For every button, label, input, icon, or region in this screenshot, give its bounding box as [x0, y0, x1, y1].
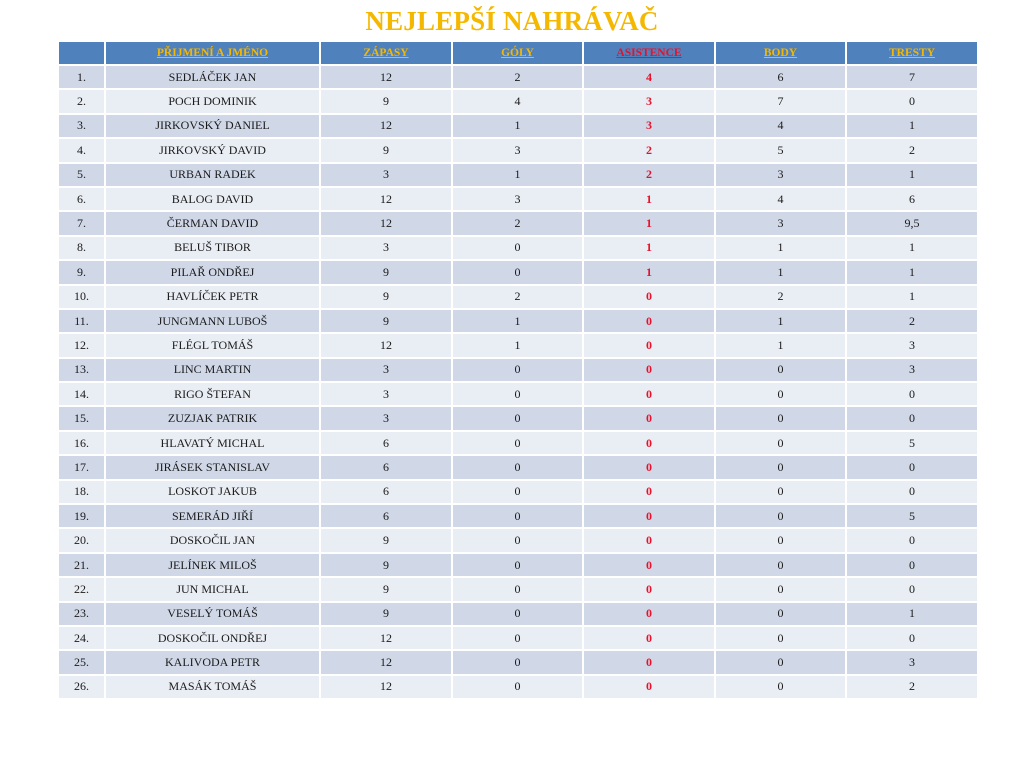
table-row: [58, 163, 978, 187]
table-row: [58, 626, 978, 650]
cell-matches: 9: [320, 285, 452, 309]
cell-name: MASÁK TOMÁŠ: [105, 675, 320, 699]
header-assists: ASISTENCE: [583, 41, 715, 65]
cell-rank: 3.: [58, 114, 105, 138]
cell-points: 2: [715, 285, 846, 309]
cell-goals: 0: [452, 577, 583, 601]
table-row: [58, 602, 978, 626]
cell-penalties: 5: [846, 431, 978, 455]
cell-name: PILAŘ ONDŘEJ: [105, 260, 320, 284]
cell-assists: 0: [583, 577, 715, 601]
table-row: [58, 675, 978, 699]
cell-name: JELÍNEK MILOŠ: [105, 553, 320, 577]
cell-matches: 9: [320, 577, 452, 601]
cell-penalties: 0: [846, 382, 978, 406]
table-row: [58, 431, 978, 455]
table-row: [58, 406, 978, 430]
cell-penalties: 0: [846, 553, 978, 577]
cell-assists: 1: [583, 187, 715, 211]
cell-goals: 0: [452, 504, 583, 528]
cell-penalties: 5: [846, 504, 978, 528]
cell-rank: 8.: [58, 236, 105, 260]
cell-goals: 0: [452, 650, 583, 674]
page-title: NEJLEPŠÍ NAHRÁVAČ: [365, 6, 659, 36]
cell-rank: 14.: [58, 382, 105, 406]
cell-assists: 1: [583, 211, 715, 235]
cell-penalties: 0: [846, 528, 978, 552]
cell-penalties: 0: [846, 406, 978, 430]
cell-penalties: 9,5: [846, 211, 978, 235]
cell-rank: 22.: [58, 577, 105, 601]
cell-assists: 3: [583, 114, 715, 138]
cell-penalties: 0: [846, 577, 978, 601]
cell-assists: 0: [583, 285, 715, 309]
cell-matches: 12: [320, 333, 452, 357]
cell-penalties: 1: [846, 236, 978, 260]
cell-goals: 3: [452, 138, 583, 162]
table-row: [58, 553, 978, 577]
cell-rank: 23.: [58, 602, 105, 626]
table-row: [58, 504, 978, 528]
cell-matches: 12: [320, 65, 452, 89]
cell-matches: 9: [320, 89, 452, 113]
cell-name: BELUŠ TIBOR: [105, 236, 320, 260]
cell-matches: 9: [320, 260, 452, 284]
header-penalties: TRESTY: [846, 41, 978, 65]
cell-name: DOSKOČIL JAN: [105, 528, 320, 552]
cell-goals: 1: [452, 163, 583, 187]
cell-rank: 25.: [58, 650, 105, 674]
cell-matches: 9: [320, 602, 452, 626]
cell-goals: 2: [452, 285, 583, 309]
table-body: [58, 65, 978, 699]
cell-matches: 3: [320, 236, 452, 260]
cell-points: 6: [715, 65, 846, 89]
cell-points: 0: [715, 382, 846, 406]
cell-goals: 3: [452, 187, 583, 211]
cell-points: 0: [715, 455, 846, 479]
cell-matches: 12: [320, 211, 452, 235]
cell-penalties: 3: [846, 358, 978, 382]
cell-rank: 6.: [58, 187, 105, 211]
cell-assists: 0: [583, 650, 715, 674]
cell-assists: 0: [583, 333, 715, 357]
cell-assists: 1: [583, 260, 715, 284]
cell-points: 4: [715, 187, 846, 211]
cell-assists: 2: [583, 163, 715, 187]
cell-name: VESELÝ TOMÁŠ: [105, 602, 320, 626]
cell-goals: 0: [452, 675, 583, 699]
cell-points: 0: [715, 650, 846, 674]
cell-name: DOSKOČIL ONDŘEJ: [105, 626, 320, 650]
cell-name: ČERMAN DAVID: [105, 211, 320, 235]
cell-goals: 0: [452, 626, 583, 650]
cell-name: JUN MICHAL: [105, 577, 320, 601]
cell-assists: 0: [583, 455, 715, 479]
cell-assists: 0: [583, 480, 715, 504]
cell-points: 0: [715, 358, 846, 382]
cell-assists: 0: [583, 504, 715, 528]
header-rank: [58, 41, 105, 65]
cell-rank: 18.: [58, 480, 105, 504]
header-name: PŘIJMENÍ A JMÉNO: [105, 41, 320, 65]
cell-penalties: 1: [846, 260, 978, 284]
cell-points: 1: [715, 309, 846, 333]
cell-matches: 9: [320, 553, 452, 577]
cell-name: BALOG DAVID: [105, 187, 320, 211]
cell-points: 7: [715, 89, 846, 113]
cell-name: JIRKOVSKÝ DAVID: [105, 138, 320, 162]
cell-name: SEDLÁČEK JAN: [105, 65, 320, 89]
cell-matches: 9: [320, 309, 452, 333]
cell-points: 0: [715, 602, 846, 626]
cell-name: LINC MARTIN: [105, 358, 320, 382]
cell-points: 0: [715, 577, 846, 601]
table-row: [58, 211, 978, 235]
cell-assists: 0: [583, 406, 715, 430]
cell-assists: 4: [583, 65, 715, 89]
cell-goals: 0: [452, 480, 583, 504]
cell-penalties: 1: [846, 163, 978, 187]
table-row: [58, 260, 978, 284]
cell-assists: 2: [583, 138, 715, 162]
cell-rank: 9.: [58, 260, 105, 284]
cell-goals: 4: [452, 89, 583, 113]
header-points: BODY: [715, 41, 846, 65]
cell-goals: 1: [452, 309, 583, 333]
cell-assists: 3: [583, 89, 715, 113]
cell-name: POCH DOMINIK: [105, 89, 320, 113]
cell-name: HAVLÍČEK PETR: [105, 285, 320, 309]
cell-name: JIRÁSEK STANISLAV: [105, 455, 320, 479]
table-row: [58, 187, 978, 211]
cell-matches: 12: [320, 187, 452, 211]
cell-rank: 17.: [58, 455, 105, 479]
table-row: [58, 65, 978, 89]
cell-assists: 0: [583, 382, 715, 406]
cell-penalties: 2: [846, 675, 978, 699]
cell-penalties: 0: [846, 626, 978, 650]
cell-rank: 24.: [58, 626, 105, 650]
cell-name: URBAN RADEK: [105, 163, 320, 187]
cell-matches: 9: [320, 528, 452, 552]
table-row: [58, 382, 978, 406]
cell-goals: 1: [452, 333, 583, 357]
cell-penalties: 3: [846, 650, 978, 674]
cell-matches: 3: [320, 406, 452, 430]
cell-rank: 2.: [58, 89, 105, 113]
cell-rank: 13.: [58, 358, 105, 382]
table-row: [58, 236, 978, 260]
cell-rank: 5.: [58, 163, 105, 187]
assists-table: [57, 40, 979, 700]
table-row: [58, 89, 978, 113]
cell-rank: 12.: [58, 333, 105, 357]
cell-matches: 6: [320, 431, 452, 455]
cell-goals: 0: [452, 406, 583, 430]
cell-name: RIGO ŠTEFAN: [105, 382, 320, 406]
cell-penalties: 6: [846, 187, 978, 211]
cell-goals: 0: [452, 455, 583, 479]
cell-penalties: 3: [846, 333, 978, 357]
cell-matches: 12: [320, 675, 452, 699]
cell-points: 0: [715, 626, 846, 650]
cell-penalties: 2: [846, 138, 978, 162]
cell-penalties: 7: [846, 65, 978, 89]
table-row: [58, 285, 978, 309]
cell-points: 1: [715, 260, 846, 284]
cell-matches: 6: [320, 455, 452, 479]
cell-goals: 0: [452, 602, 583, 626]
table-row: [58, 358, 978, 382]
cell-goals: 0: [452, 553, 583, 577]
cell-points: 4: [715, 114, 846, 138]
cell-points: 3: [715, 163, 846, 187]
header-goals: GÓLY: [452, 41, 583, 65]
cell-assists: 0: [583, 675, 715, 699]
cell-rank: 15.: [58, 406, 105, 430]
cell-matches: 6: [320, 480, 452, 504]
cell-matches: 12: [320, 626, 452, 650]
cell-points: 1: [715, 333, 846, 357]
cell-points: 0: [715, 480, 846, 504]
cell-goals: 0: [452, 236, 583, 260]
cell-rank: 1.: [58, 65, 105, 89]
cell-goals: 0: [452, 358, 583, 382]
cell-penalties: 0: [846, 455, 978, 479]
cell-points: 0: [715, 553, 846, 577]
cell-points: 5: [715, 138, 846, 162]
cell-goals: 2: [452, 65, 583, 89]
cell-penalties: 1: [846, 602, 978, 626]
cell-points: 1: [715, 236, 846, 260]
cell-matches: 3: [320, 163, 452, 187]
cell-rank: 10.: [58, 285, 105, 309]
cell-penalties: 2: [846, 309, 978, 333]
cell-name: SEMERÁD JIŘÍ: [105, 504, 320, 528]
table-row: [58, 138, 978, 162]
cell-points: 0: [715, 504, 846, 528]
table-row: [58, 455, 978, 479]
cell-assists: 0: [583, 358, 715, 382]
cell-name: LOSKOT JAKUB: [105, 480, 320, 504]
table-row: [58, 114, 978, 138]
cell-name: HLAVATÝ MICHAL: [105, 431, 320, 455]
cell-rank: 20.: [58, 528, 105, 552]
table-row: [58, 528, 978, 552]
cell-goals: 0: [452, 260, 583, 284]
cell-assists: 1: [583, 236, 715, 260]
cell-goals: 0: [452, 382, 583, 406]
cell-name: KALIVODA PETR: [105, 650, 320, 674]
cell-matches: 3: [320, 382, 452, 406]
header-matches: ZÁPASY: [320, 41, 452, 65]
cell-matches: 12: [320, 114, 452, 138]
cell-rank: 16.: [58, 431, 105, 455]
cell-points: 0: [715, 528, 846, 552]
table-row: [58, 309, 978, 333]
cell-points: 0: [715, 675, 846, 699]
table-row: [58, 480, 978, 504]
cell-goals: 2: [452, 211, 583, 235]
cell-matches: 12: [320, 650, 452, 674]
cell-points: 0: [715, 406, 846, 430]
cell-assists: 0: [583, 431, 715, 455]
cell-points: 0: [715, 431, 846, 455]
cell-assists: 0: [583, 602, 715, 626]
cell-penalties: 0: [846, 480, 978, 504]
cell-name: ZUZJAK PATRIK: [105, 406, 320, 430]
cell-rank: 11.: [58, 309, 105, 333]
cell-rank: 4.: [58, 138, 105, 162]
table-row: [58, 333, 978, 357]
cell-penalties: 1: [846, 285, 978, 309]
cell-penalties: 0: [846, 89, 978, 113]
table-row: [58, 577, 978, 601]
cell-rank: 21.: [58, 553, 105, 577]
cell-goals: 1: [452, 114, 583, 138]
table-row: [58, 650, 978, 674]
cell-points: 3: [715, 211, 846, 235]
cell-rank: 7.: [58, 211, 105, 235]
cell-name: FLÉGL TOMÁŠ: [105, 333, 320, 357]
cell-name: JUNGMANN LUBOŠ: [105, 309, 320, 333]
cell-assists: 0: [583, 553, 715, 577]
cell-goals: 0: [452, 528, 583, 552]
cell-assists: 0: [583, 309, 715, 333]
cell-goals: 0: [452, 431, 583, 455]
cell-matches: 6: [320, 504, 452, 528]
cell-rank: 19.: [58, 504, 105, 528]
cell-matches: 9: [320, 138, 452, 162]
table-header-row: [58, 41, 978, 65]
cell-name: JIRKOVSKÝ DANIEL: [105, 114, 320, 138]
cell-assists: 0: [583, 528, 715, 552]
cell-matches: 3: [320, 358, 452, 382]
cell-assists: 0: [583, 626, 715, 650]
cell-penalties: 1: [846, 114, 978, 138]
cell-rank: 26.: [58, 675, 105, 699]
